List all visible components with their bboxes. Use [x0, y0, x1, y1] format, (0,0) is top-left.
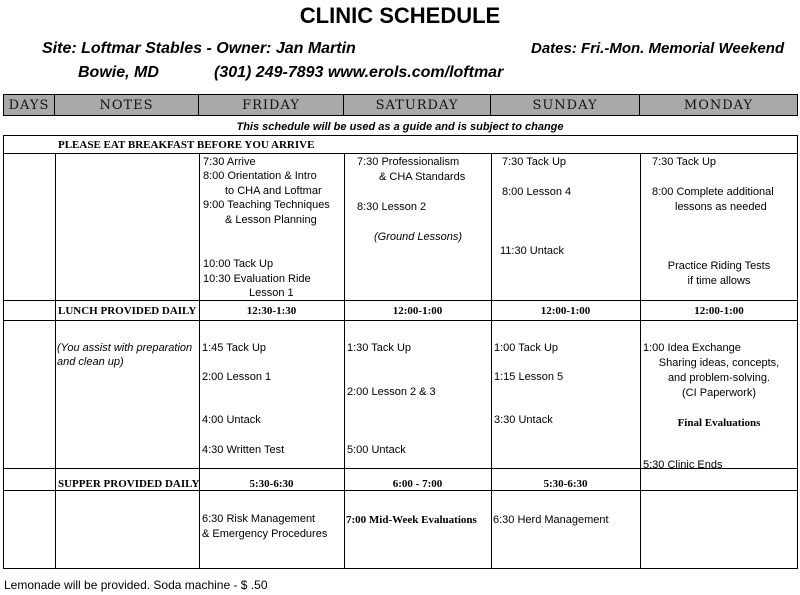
- location: Bowie, MD: [78, 64, 159, 81]
- saturday-pm-lessons: 2:00 Lesson 2 & 3: [347, 386, 436, 398]
- saturday-professionalism: 7:30 Professionalism: [357, 156, 460, 168]
- friday-emergency: & Emergency Procedures: [202, 528, 328, 540]
- friday-risk-management: 6:30 Risk Management: [202, 513, 316, 525]
- friday-orientation: 8:00 Orientation & Intro: [203, 170, 317, 182]
- sunday-lesson4: 8:00 Lesson 4: [502, 186, 572, 198]
- lunch-friday: 12:30-1:30: [246, 305, 297, 317]
- header-saturday: SATURDAY: [344, 94, 491, 116]
- sunday-tack-up: 7:30 Tack Up: [502, 156, 567, 168]
- friday-pm-lesson1: 2:00 Lesson 1: [202, 371, 272, 383]
- friday-eval-ride: 10:30 Evaluation Ride: [203, 273, 311, 285]
- footer-note: Lemonade will be provided. Soda machine - $ .50: [4, 578, 268, 592]
- monday-idea-exchange: 1:00 Idea Exchange: [643, 342, 741, 354]
- monday-practice-cont: if time allows: [687, 275, 751, 287]
- header-days: DAYS: [3, 94, 55, 116]
- monday-complete: 8:00 Complete additional: [652, 186, 774, 198]
- monday-sharing: Sharing ideas, concepts,: [658, 357, 780, 369]
- supper-saturday: 6:00 - 7:00: [392, 478, 443, 490]
- saturday-pm-tack-up: 1:30 Tack Up: [347, 342, 412, 354]
- sunday-pm-tack-up: 1:00 Tack Up: [494, 342, 559, 354]
- friday-pm-untack: 4:00 Untack: [202, 414, 261, 426]
- breakfast-note: PLEASE EAT BREAKFAST BEFORE YOU ARRIVE: [58, 139, 315, 151]
- col-divider: [344, 153, 345, 568]
- monday-complete-cont: lessons as needed: [675, 201, 767, 213]
- friday-written-test: 4:30 Written Test: [202, 444, 285, 456]
- notes-assist: (You assist with preparation: [57, 342, 193, 354]
- header-sunday: SUNDAY: [491, 94, 640, 116]
- friday-pm-tack-up: 1:45 Tack Up: [202, 342, 267, 354]
- sunday-herd-management: 6:30 Herd Management: [493, 514, 609, 526]
- monday-ci-paperwork: (CI Paperwork): [682, 387, 756, 399]
- row-divider: [4, 153, 797, 154]
- monday-practice: Practice Riding Tests: [667, 260, 771, 272]
- monday-problem-solving: and problem-solving.: [667, 372, 771, 384]
- supper-sunday: 5:30-6:30: [543, 478, 588, 490]
- friday-teaching-cont: & Lesson Planning: [225, 214, 317, 226]
- supper-label: SUPPER PROVIDED DAILY: [58, 478, 200, 490]
- saturday-standards: & CHA Standards: [379, 171, 466, 183]
- friday-orientation-cont: to CHA and Loftmar: [225, 185, 322, 197]
- lunch-label: LUNCH PROVIDED DAILY: [58, 305, 197, 317]
- sunday-pm-untack: 3:30 Untack: [494, 414, 553, 426]
- header-notes: NOTES: [55, 94, 199, 116]
- dates-line: Dates: Fri.-Mon. Memorial Weekend: [531, 40, 785, 57]
- page-title: CLINIC SCHEDULE: [299, 3, 501, 28]
- friday-arrive: 7:30 Arrive: [203, 156, 256, 168]
- contact-line: (301) 249-7893 www.erols.com/loftmar: [214, 64, 504, 81]
- saturday-lesson2: 8:30 Lesson 2: [357, 201, 427, 213]
- lunch-saturday: 12:00-1:00: [392, 305, 443, 317]
- sunday-untack: 11:30 Untack: [500, 245, 565, 257]
- col-divider: [491, 153, 492, 568]
- saturday-ground-lessons: (Ground Lessons): [374, 231, 463, 243]
- row-divider: [4, 320, 797, 321]
- site-owner-line: Site: Loftmar Stables - Owner: Jan Martin: [42, 40, 356, 57]
- lunch-monday: 12:00-1:00: [694, 305, 744, 317]
- row-divider: [4, 300, 797, 301]
- saturday-midweek-eval: 7:00 Mid-Week Evaluations: [346, 514, 477, 526]
- col-divider: [55, 153, 56, 568]
- header-monday: MONDAY: [640, 94, 798, 116]
- notes-assist-cont: and clean up): [57, 356, 124, 368]
- guide-note: This schedule will be used as a guide and is subject to change: [236, 121, 564, 133]
- friday-teaching: 9:00 Teaching Techniques: [203, 199, 330, 211]
- friday-lesson1: Lesson 1: [249, 287, 294, 299]
- monday-clinic-ends: 5:30 Clinic Ends: [643, 459, 723, 471]
- supper-friday: 5:30-6:30: [249, 478, 294, 490]
- monday-tack-up: 7:30 Tack Up: [652, 156, 717, 168]
- row-divider: [4, 490, 797, 491]
- sunday-pm-lesson5: 1:15 Lesson 5: [494, 371, 564, 383]
- saturday-pm-untack: 5:00 Untack: [347, 444, 406, 456]
- friday-tack-up: 10:00 Tack Up: [203, 258, 274, 270]
- col-divider: [199, 153, 200, 568]
- monday-final-evaluations: Final Evaluations: [677, 417, 761, 429]
- header-friday: FRIDAY: [199, 94, 344, 116]
- lunch-sunday: 12:00-1:00: [540, 305, 591, 317]
